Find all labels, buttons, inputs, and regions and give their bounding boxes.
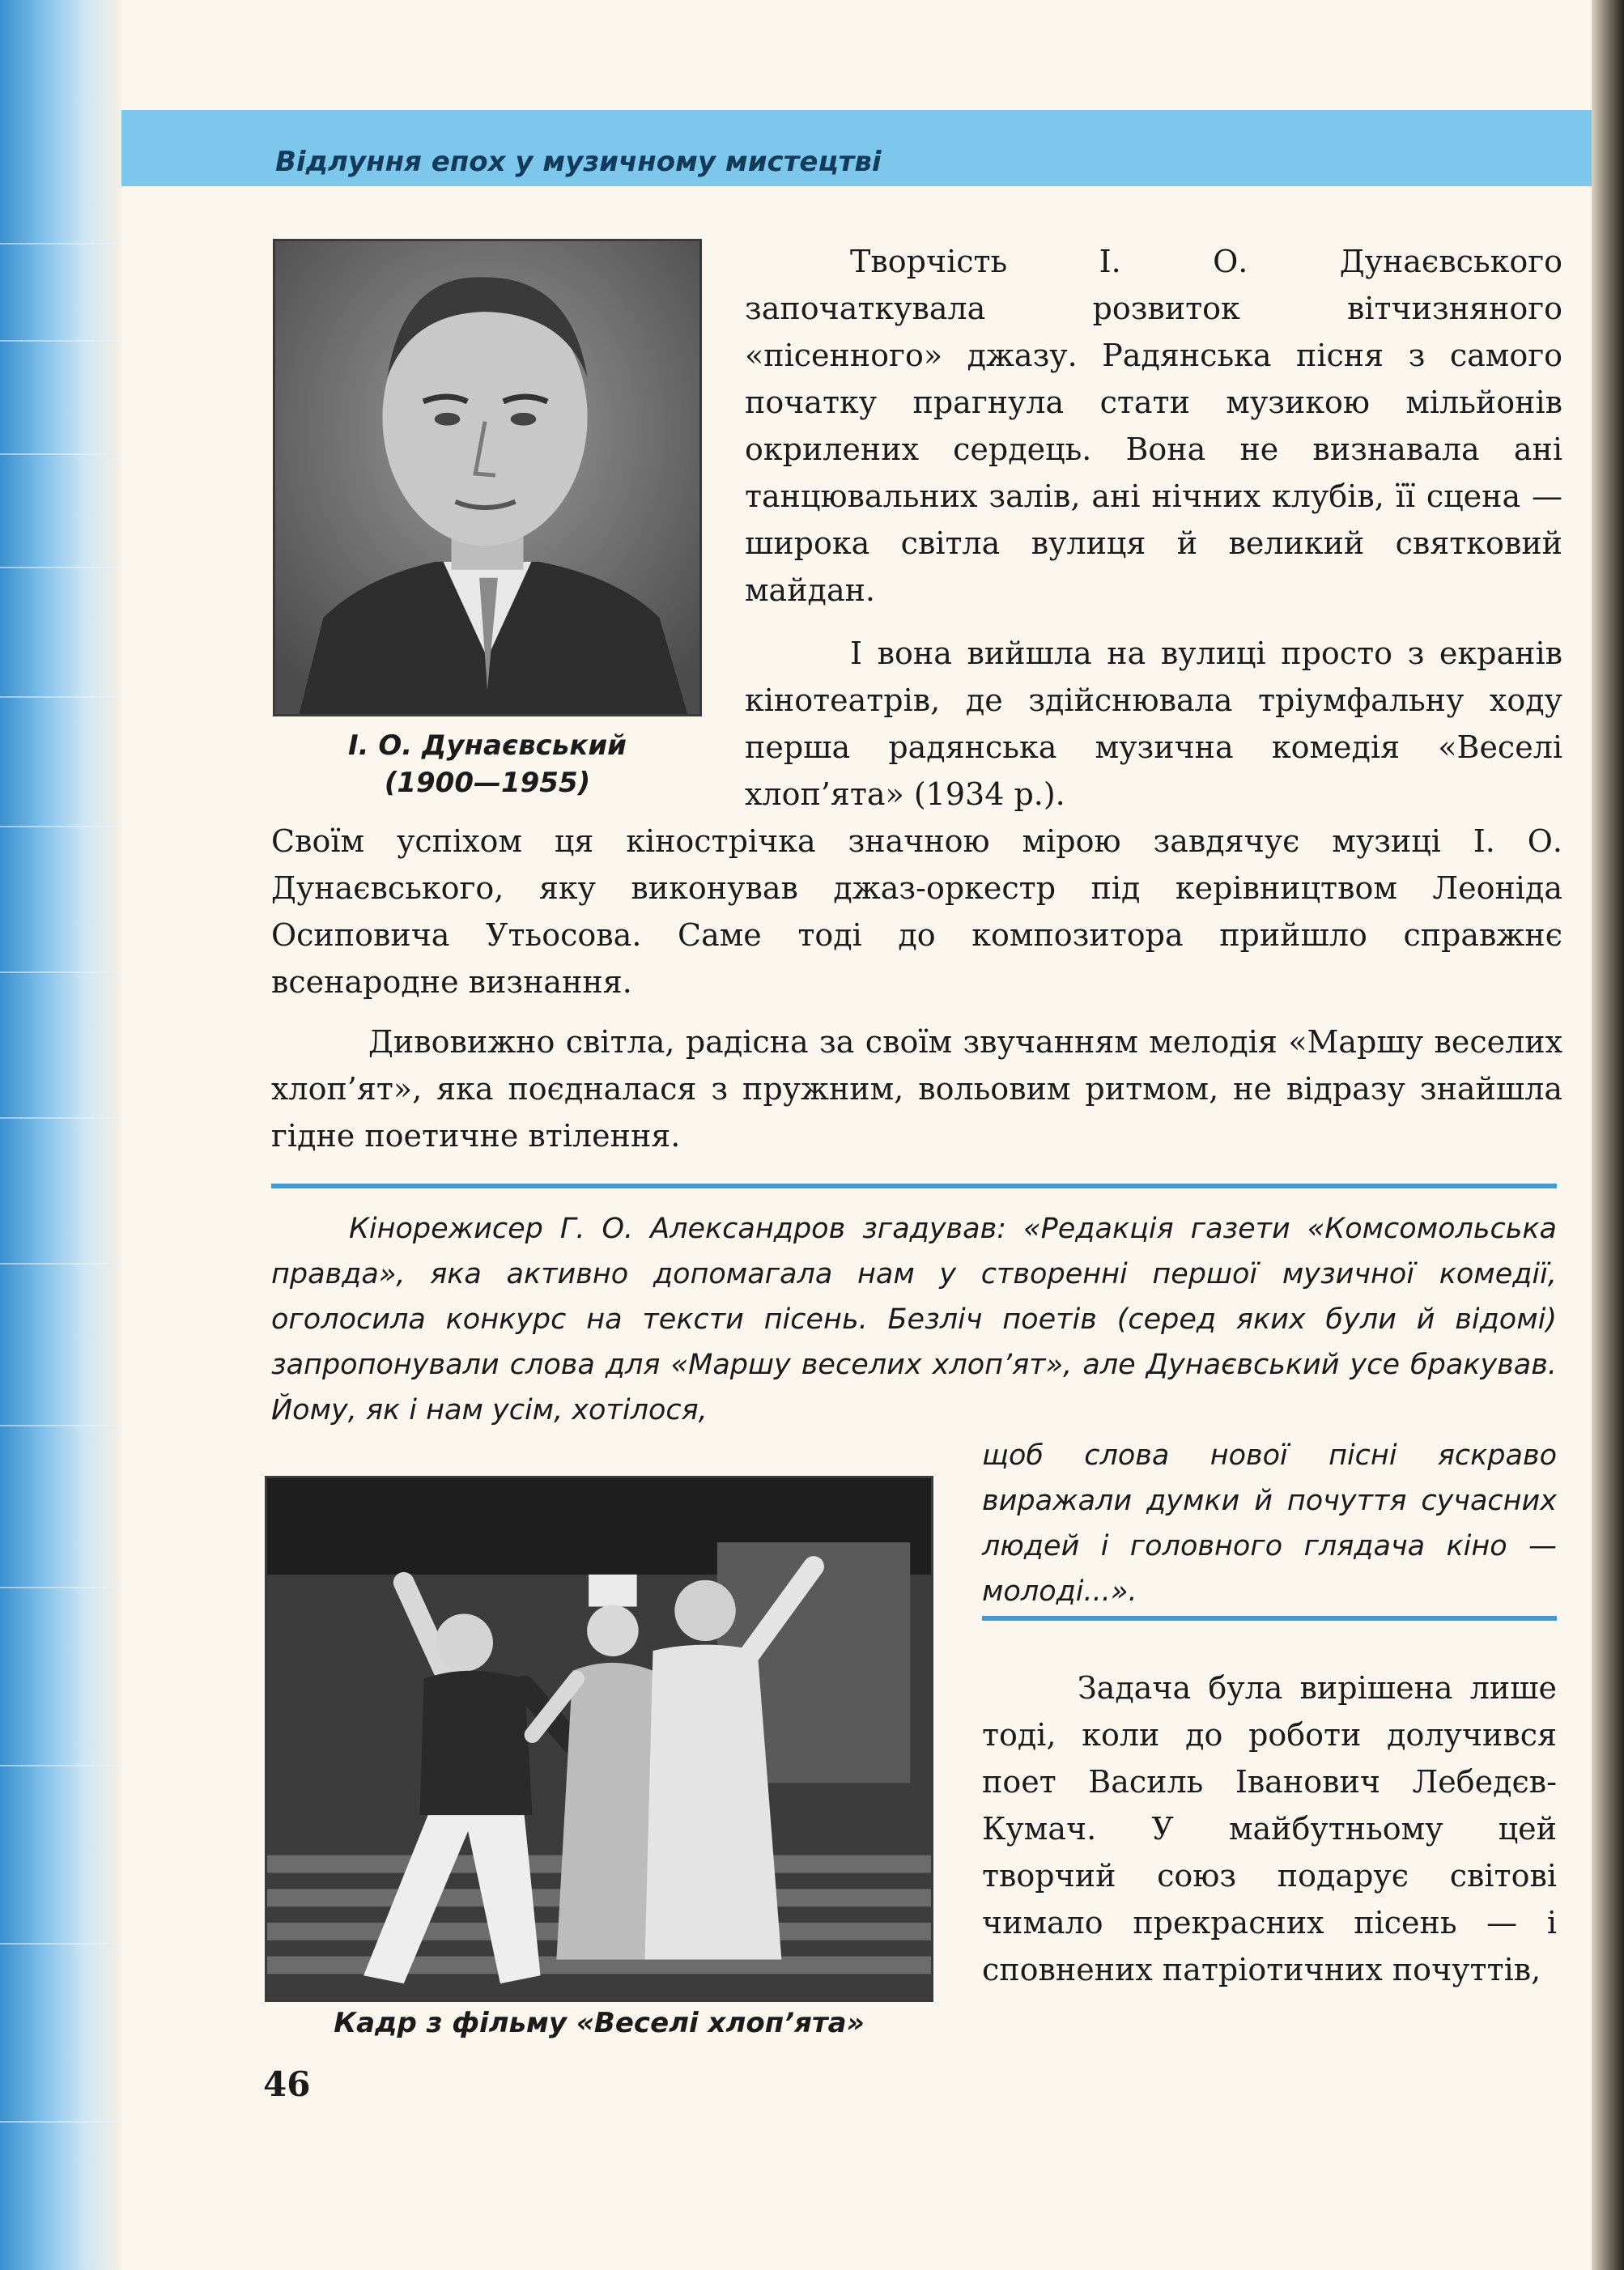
quote-part-2: щоб слова нової пісні яскраво виражали думки й почуття сучасних людей і головного глядача кіно — молоді...». xyxy=(982,1439,1557,1608)
quote-bottom-rule xyxy=(982,1616,1557,1621)
paragraph-2-part-2: Своїм успіхом ця кінострічка значною мірою завдячує музиці І. О. Дунаєвського, яку виконував джаз-оркестр під керівництвом Леоніда Осиповича Утьосова. Саме тоді до композитора прийшло справжнє всенародне визнання. xyxy=(271,823,1562,1000)
section-header-title: Відлуння епох у музичному мистецтві xyxy=(275,146,882,178)
paragraph-4: Задача була вирішена лише тоді, коли до роботи долучився поет Василь Іванович Лебедєв-Кумач. У майбутньому цей творчий союз подарує світові чимало прекрасних пісень — і сповнених патріотичних почуттів, xyxy=(982,1670,1557,1987)
portrait-illustration xyxy=(275,241,699,714)
page-stack-edge xyxy=(0,0,121,2270)
portrait-caption-years: (1900—1955) xyxy=(384,767,591,799)
portrait-caption-name: І. О. Дунаєвський xyxy=(348,729,627,762)
film-still-caption: Кадр з фільму «Веселі хлоп’ята» xyxy=(334,2007,865,2039)
paragraph-1: Творчість І. О. Дунаєвського започаткувала розвиток вітчизняного «пісенного» джазу. Радянська пісня з самого початку прагнула стати музикою мільйонів окрилених сердець. Вона не визнавала ані танцювальних залів, ані нічних клубів, її сцена — широка світла вулиця й великий святковий майдан. xyxy=(745,244,1562,608)
film-still-photo xyxy=(265,1476,933,2002)
portrait-photo xyxy=(273,239,702,716)
paragraph-3: Дивовижно світла, радісна за своїм звучанням мелодія «Маршу веселих хлоп’ят», яка поєдналася з пружним, вольовим ритмом, не відразу знайшла гідне поетичне втілення. xyxy=(271,1024,1562,1154)
portrait-caption xyxy=(273,727,702,801)
book-spine-shadow xyxy=(1592,0,1624,2270)
paragraph-2-part-1: І вона вийшла на вулиці просто з екранів кінотеатрів, де здійснювала тріумфальну ходу перша радянська музична комедія «Веселі хлоп’ята» (1934 р.). xyxy=(745,636,1562,812)
film-still-illustration xyxy=(267,1478,931,2000)
quote-top-rule xyxy=(271,1184,1557,1188)
quote-part-1: Кінорежисер Г. О. Александров згадував: «Редакція газети «Комсомольська правда», яка активно допомагала нам у створенні першої музичної комедії, оголосила конкурс на тексти пісень. Безліч поетів (серед яких були й відомі) запропонували слова для «Маршу веселих хлоп’ят», але Дунаєвський усе бракував. Йому, як і нам усім, хотілося, xyxy=(271,1213,1557,1426)
page-number: 46 xyxy=(263,2064,311,2104)
